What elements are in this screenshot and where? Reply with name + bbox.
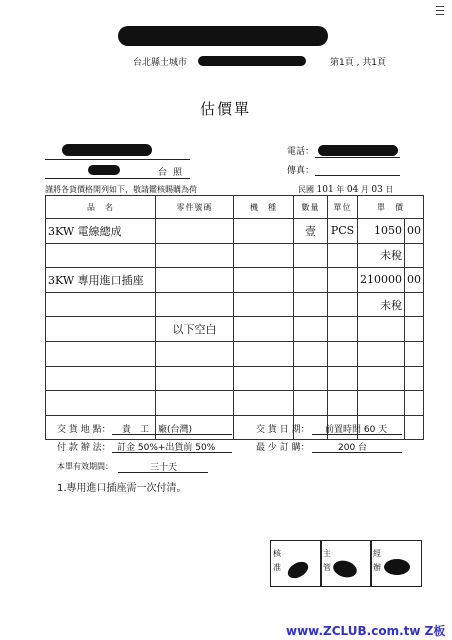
- cell-part: [156, 268, 234, 293]
- cell-model: [234, 341, 294, 366]
- signature-label-handler: 經辦: [373, 549, 381, 572]
- fax-label: 傳真：: [287, 166, 315, 176]
- cell-cents: [405, 366, 424, 391]
- doc-title: 估價單: [200, 100, 252, 118]
- header-model: 機 種: [234, 196, 294, 219]
- cell-qty: [294, 268, 328, 293]
- cell-part: [156, 292, 234, 317]
- cell-part: [156, 243, 234, 268]
- recipient-suffix: 台照: [158, 168, 189, 178]
- signature-stamp-manager: [331, 558, 358, 580]
- recipient-underline: [45, 159, 190, 160]
- delivery-place-label: 交 貨 地 點：: [57, 425, 111, 435]
- cell-price: [358, 317, 405, 342]
- redacted-recipient-2: [88, 165, 120, 175]
- signature-box-approve: [270, 540, 322, 587]
- cell-unit: [328, 243, 358, 268]
- margin-mark: [436, 6, 444, 18]
- cell-cents: [405, 317, 424, 342]
- cell-name: [46, 317, 156, 342]
- table-row: [46, 366, 424, 391]
- cell-qty: [294, 391, 328, 416]
- payment-underline: [112, 452, 232, 453]
- cell-qty: [294, 292, 328, 317]
- cell-model: [234, 268, 294, 293]
- cell-part: [156, 219, 234, 244]
- cell-price: [358, 341, 405, 366]
- items-table: [45, 195, 424, 440]
- min-order-label: 最 少 訂 購：: [256, 443, 310, 453]
- cell-part: [156, 366, 234, 391]
- validity-underline: [118, 472, 208, 473]
- signature-label-approve: 核准: [273, 549, 281, 572]
- cell-cents: [405, 243, 424, 268]
- table-row: [46, 219, 424, 244]
- table-row: [46, 341, 424, 366]
- cell-unit: [328, 317, 358, 342]
- cell-qty: [294, 243, 328, 268]
- cell-model: [234, 366, 294, 391]
- cell-part: [156, 341, 234, 366]
- site-watermark: www.ZCLUB.com.tw Z板: [286, 624, 446, 638]
- cell-name: 3KW 電線總成: [46, 219, 156, 244]
- delivery-date: 前置時間 60 天: [325, 425, 388, 435]
- cell-name: 3KW 專用進口插座: [46, 268, 156, 293]
- date-day: 03: [371, 185, 383, 195]
- cell-unit: [328, 268, 358, 293]
- delivery-date-label: 交 貨 日 期：: [256, 425, 310, 435]
- payment-label: 付 款 辦 法：: [57, 443, 111, 453]
- table-row: [46, 292, 424, 317]
- cell-cents: [405, 292, 424, 317]
- min-order-underline: [312, 452, 402, 453]
- cell-model: [234, 317, 294, 342]
- delivery-date-underline: [312, 434, 402, 435]
- signature-stamp-approve: [285, 558, 311, 581]
- min-order: 200 台: [338, 443, 368, 453]
- cell-cents: [405, 415, 424, 440]
- cell-name: [46, 341, 156, 366]
- redacted-recipient: [62, 144, 152, 156]
- cell-name: [46, 366, 156, 391]
- quote-date: [298, 184, 393, 195]
- signature-box-handler: [370, 540, 422, 587]
- cell-qty: [294, 317, 328, 342]
- payment-note: 1.專用進口插座需一次付清。: [57, 483, 187, 494]
- cell-price: 210000: [358, 268, 405, 293]
- cell-unit: [328, 292, 358, 317]
- cell-unit: PCS: [328, 219, 358, 244]
- redacted-company-name: [118, 26, 328, 46]
- delivery-place-underline: [112, 434, 232, 435]
- header-unit: 單位: [328, 196, 358, 219]
- cell-qty: 壹: [294, 219, 328, 244]
- notice-text: 謹將各貨價格開列如下，敬請鑑核賜購為荷: [45, 185, 197, 194]
- cell-price: 1050: [358, 219, 405, 244]
- date-year-unit: 年: [336, 185, 345, 194]
- cell-cents: 00: [405, 219, 424, 244]
- signature-stamp-handler: [384, 559, 410, 575]
- table-row: [46, 243, 424, 268]
- page-info: 第1頁 , 共1頁: [330, 58, 387, 68]
- header-name: 品 名: [46, 196, 156, 219]
- phone-underline: [315, 157, 400, 158]
- cell-name: [46, 391, 156, 416]
- cell-model: [234, 391, 294, 416]
- table-header-row: [46, 196, 424, 219]
- header-qty: 數量: [294, 196, 328, 219]
- phone-label: 電話：: [287, 147, 315, 157]
- cell-unit: [328, 366, 358, 391]
- cell-model: [234, 219, 294, 244]
- table-row: [46, 317, 424, 342]
- fax-underline: [315, 175, 400, 176]
- cell-name: [46, 243, 156, 268]
- recipient-underline-2: [45, 178, 190, 179]
- header-part: 零件號碼: [156, 196, 234, 219]
- redacted-phone: [318, 145, 398, 156]
- header-price: 單 價: [358, 196, 424, 219]
- cell-part: 以下空白: [156, 317, 234, 342]
- table-row: [46, 268, 424, 293]
- cell-price: [358, 366, 405, 391]
- signature-label-manager: 主管: [323, 549, 331, 572]
- date-month: 04: [346, 185, 359, 195]
- validity-period: 三十天: [150, 463, 178, 473]
- cell-price: 未稅: [358, 243, 405, 268]
- cell-qty: [294, 366, 328, 391]
- table-row: [46, 391, 424, 416]
- date-day-unit: 日: [385, 185, 394, 194]
- cell-model: [234, 292, 294, 317]
- cell-price: 未稅: [358, 292, 405, 317]
- cell-price: [358, 391, 405, 416]
- cell-cents: [405, 391, 424, 416]
- date-month-unit: 月: [360, 185, 369, 194]
- validity-label: 本單有效期間：: [57, 462, 113, 471]
- cell-qty: [294, 341, 328, 366]
- cell-unit: [328, 391, 358, 416]
- address-city: 台北縣土城市: [133, 58, 188, 68]
- cell-cents: [405, 341, 424, 366]
- signature-box-manager: [320, 540, 372, 587]
- cell-name: [46, 292, 156, 317]
- cell-cents: 00: [405, 268, 424, 293]
- payment-terms: 訂金 50%+出貨前 50%: [117, 443, 216, 453]
- date-year: 101: [316, 185, 334, 195]
- redacted-address: [198, 56, 306, 66]
- cell-part: [156, 391, 234, 416]
- delivery-place: 貴 工 廠(台灣): [122, 425, 193, 435]
- cell-unit: [328, 341, 358, 366]
- date-era: 民國: [298, 185, 314, 194]
- cell-model: [234, 243, 294, 268]
